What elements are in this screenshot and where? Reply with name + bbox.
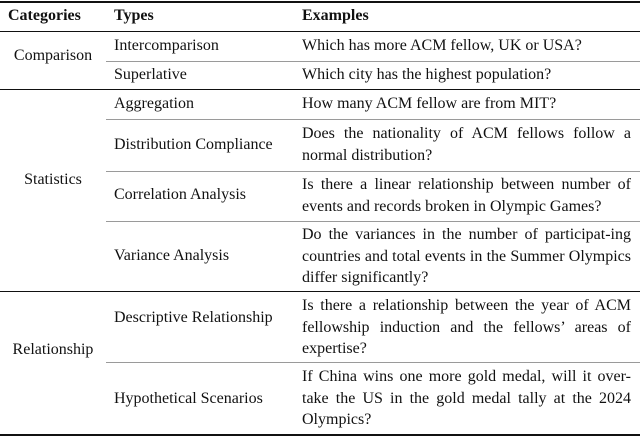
type-hypothetical-scenarios: Hypothetical Scenarios	[114, 390, 263, 407]
example-correlation-analysis: Is there a linear relationship between number of events and records broken in Olympic Games?	[302, 176, 631, 215]
example-intercomparison: Which has more ACM fellow, UK or USA?	[302, 37, 582, 54]
header-types: Types	[114, 7, 154, 24]
group-rule-statistics	[0, 89, 640, 90]
row-divider	[106, 119, 640, 120]
type-variance-analysis: Variance Analysis	[114, 247, 230, 264]
type-correlation-analysis: Correlation Analysis	[114, 186, 246, 203]
example-distribution-compliance: Does the nationality of ACM fellows follow a normal distribution?	[302, 125, 631, 164]
example-descriptive-relationship: Is there a relationship between the year of ACM fellowship induction and the fellows’ areas of expertise?	[302, 297, 631, 357]
type-aggregation: Aggregation	[114, 95, 194, 112]
category-statistics: Statistics	[24, 171, 82, 188]
group-rule-relationship	[0, 291, 640, 292]
type-distribution-compliance: Distribution Compliance	[114, 136, 273, 153]
type-superlative: Superlative	[114, 66, 187, 83]
example-superlative: Which city has the highest population?	[302, 66, 552, 83]
row-divider	[106, 171, 640, 172]
example-aggregation: How many ACM fellow are from MIT?	[302, 95, 557, 112]
category-comparison: Comparison	[13, 47, 93, 64]
example-hypothetical-scenarios: If China wins one more gold medal, will it over-take the US in the gold medal tally at the 2024 Olympics?	[302, 368, 631, 428]
header-examples: Examples	[302, 7, 369, 24]
example-variance-analysis: Do the variances in the number of participat-ing countries and total events in the Summer Olympics differ significantly?	[302, 226, 631, 286]
row-divider	[106, 61, 640, 62]
type-descriptive-relationship: Descriptive Relationship	[114, 309, 273, 326]
header-categories: Categories	[8, 7, 81, 24]
row-divider	[106, 221, 640, 222]
top-rule	[0, 1, 640, 3]
category-relationship: Relationship	[12, 341, 94, 358]
type-intercomparison: Intercomparison	[114, 37, 219, 54]
row-divider	[106, 362, 640, 363]
header-rule	[0, 31, 640, 32]
